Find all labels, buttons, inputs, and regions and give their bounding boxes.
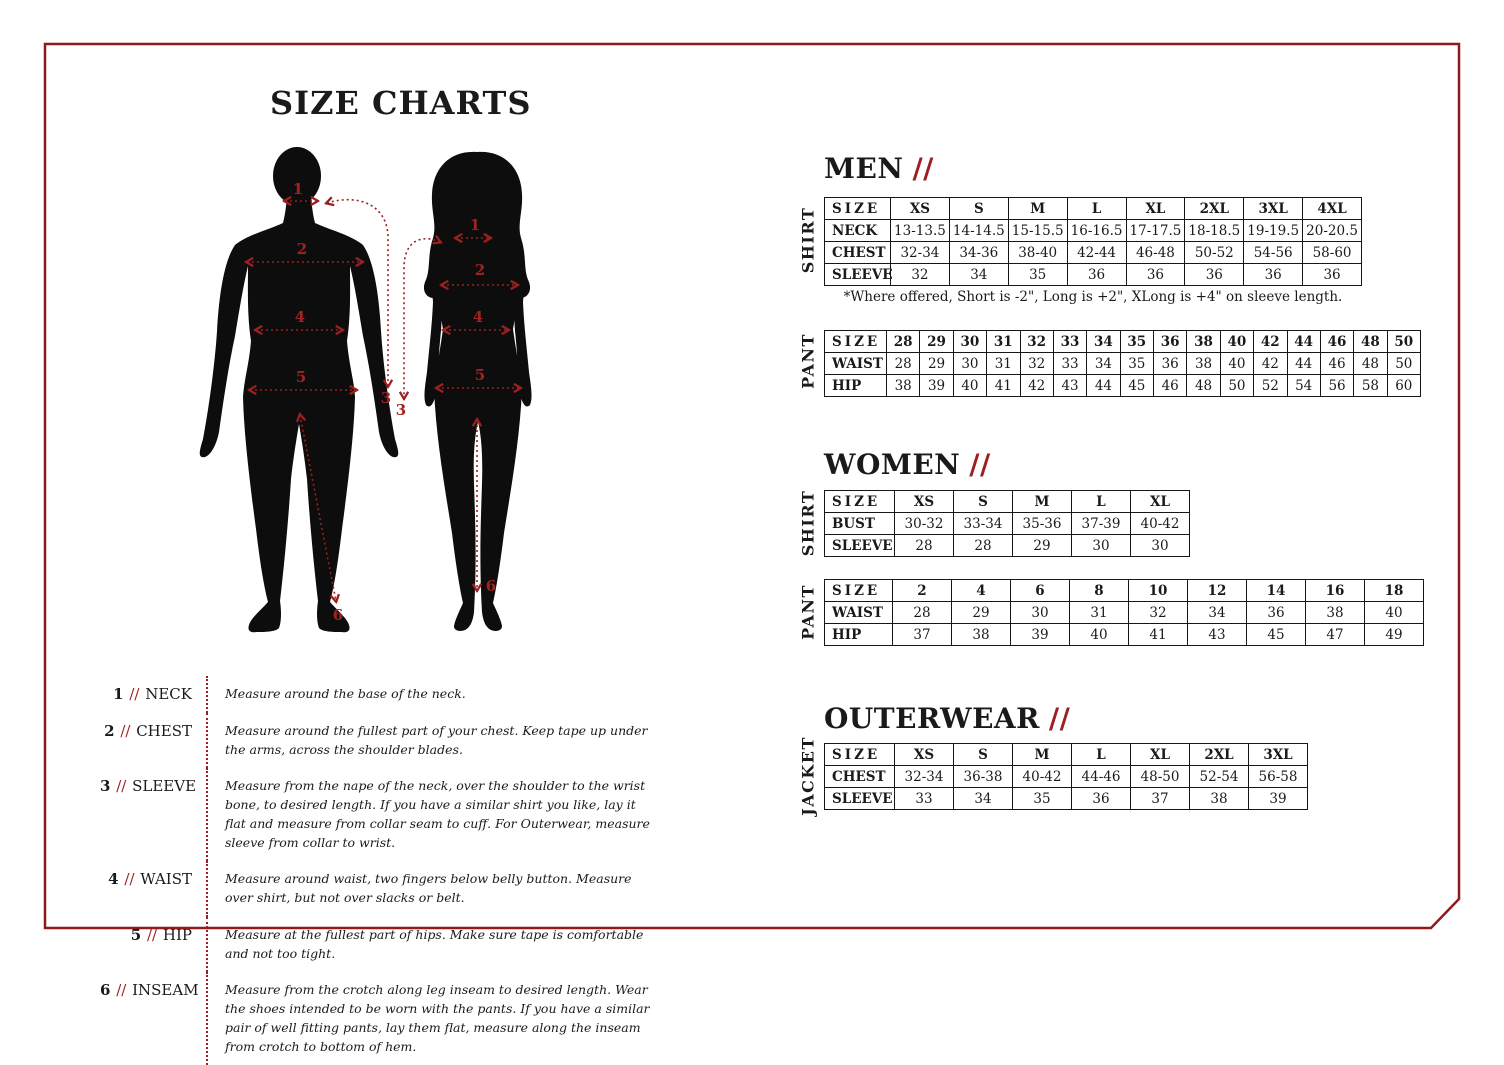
table-cell: 36 (1154, 353, 1187, 375)
table-header-cell: 42 (1254, 331, 1287, 353)
table-row (825, 220, 1362, 242)
men-shirt-table (824, 197, 1362, 286)
table-cell: 52-54 (1190, 766, 1249, 788)
table-row (825, 580, 1424, 602)
definition-name: WAIST (140, 870, 192, 889)
table-cell: 38-40 (1008, 242, 1067, 264)
table-cell: 28 (895, 535, 954, 557)
table-row (825, 766, 1308, 788)
table-header-cell: XS (895, 491, 954, 513)
definition-slashes: // (124, 870, 135, 889)
table-cell: 32-34 (891, 242, 950, 264)
table-cell: 54-56 (1244, 242, 1303, 264)
table-cell: 37 (1131, 788, 1190, 810)
table-cell: 39 (1249, 788, 1308, 810)
outerwear-section-title (824, 702, 1070, 735)
table-row (825, 331, 1421, 353)
definition-row-chest (100, 713, 660, 769)
definition-label (100, 861, 206, 897)
jacket-table (824, 743, 1308, 810)
definition-text: Measure around waist, two fingers below belly button. Measure over shirt, but not over slacks or belt. (206, 861, 660, 917)
table-header-cell: 31 (987, 331, 1020, 353)
table-cell: 46 (1320, 353, 1353, 375)
definition-slashes: // (147, 925, 158, 944)
definition-number: 5 (130, 925, 142, 944)
table-header-cell: 30 (953, 331, 986, 353)
definition-name: HIP (162, 925, 192, 944)
table-row (825, 198, 1362, 220)
table-row (825, 788, 1308, 810)
definition-row-hip (100, 917, 660, 973)
table-cell: 48 (1187, 375, 1220, 397)
definition-label (100, 713, 206, 749)
table-size-header: SIZE (825, 491, 895, 513)
table-cell: 44-46 (1072, 766, 1131, 788)
male-figure-silhouette (200, 147, 398, 632)
female-label-6: 6 (485, 577, 497, 595)
table-cell: 30-32 (895, 513, 954, 535)
table-row-label: SLEEVE (825, 264, 891, 286)
female-label-1: 1 (469, 216, 481, 234)
table-cell: 28 (954, 535, 1013, 557)
table-cell: 37-39 (1072, 513, 1131, 535)
table-cell: 38 (952, 624, 1011, 646)
table-header-cell: 4XL (1303, 198, 1362, 220)
jacket-side-label: JACKET (798, 736, 818, 816)
table-header-cell: 40 (1220, 331, 1253, 353)
definition-slashes: // (116, 981, 127, 1000)
table-cell: 42 (1254, 353, 1287, 375)
table-cell: 14-14.5 (949, 220, 1008, 242)
table-row-label: WAIST (825, 353, 887, 375)
table-cell: 30 (953, 353, 986, 375)
table-cell: 34 (1188, 602, 1247, 624)
table-cell: 32 (1020, 353, 1053, 375)
table-cell: 56-58 (1249, 766, 1308, 788)
table-cell: 37 (893, 624, 952, 646)
table-cell: 36-38 (954, 766, 1013, 788)
table-cell: 39 (920, 375, 953, 397)
table-header-cell: 14 (1247, 580, 1306, 602)
table-header-cell: S (954, 491, 1013, 513)
table-header-cell: 50 (1387, 331, 1420, 353)
female-label-5: 5 (474, 366, 486, 384)
table-cell: 17-17.5 (1126, 220, 1185, 242)
table-row (825, 242, 1362, 264)
definition-label (100, 676, 206, 712)
table-cell: 56 (1320, 375, 1353, 397)
definition-name: CHEST (136, 721, 192, 740)
table-header-cell: 48 (1354, 331, 1387, 353)
table-cell: 41 (1129, 624, 1188, 646)
women-shirt-table (824, 490, 1190, 557)
table-cell: 28 (887, 353, 920, 375)
table-size-header: SIZE (825, 744, 895, 766)
table-cell: 54 (1287, 375, 1320, 397)
table-cell: 38 (1190, 788, 1249, 810)
table-cell: 13-13.5 (891, 220, 950, 242)
table-cell: 38 (1187, 353, 1220, 375)
table-cell: 16-16.5 (1067, 220, 1126, 242)
table-cell: 34-36 (949, 242, 1008, 264)
table-size-header: SIZE (825, 198, 891, 220)
table-cell: 29 (1013, 535, 1072, 557)
male-label-5: 5 (295, 368, 307, 386)
definition-number: 6 (100, 981, 111, 1000)
table-cell: 43 (1053, 375, 1086, 397)
table-cell: 29 (952, 602, 1011, 624)
table-cell: 40-42 (1013, 766, 1072, 788)
table-cell: 50 (1220, 375, 1253, 397)
table-row (825, 375, 1421, 397)
table-cell: 36 (1072, 788, 1131, 810)
definition-name: NECK (145, 685, 192, 703)
table-cell: 43 (1188, 624, 1247, 646)
definition-slashes: // (120, 721, 131, 740)
table-cell: 44 (1287, 353, 1320, 375)
table-cell: 32 (1129, 602, 1188, 624)
definition-slashes: // (116, 777, 127, 796)
table-header-cell: M (1013, 744, 1072, 766)
table-header-cell: 29 (920, 331, 953, 353)
table-header-cell: 6 (1011, 580, 1070, 602)
table-row (825, 602, 1424, 624)
table-cell: 32-34 (895, 766, 954, 788)
table-header-cell: 36 (1154, 331, 1187, 353)
table-row-label: CHEST (825, 242, 891, 264)
table-header-cell: 16 (1306, 580, 1365, 602)
definition-text: Measure from the nape of the neck, over the shoulder to the wrist bone, to desired length. If you have a similar shirt you like, lay it flat and measure from collar seam to cuff. For Outerwear, measure sleeve from collar to wrist. (206, 768, 660, 861)
men-section-title (824, 152, 934, 185)
table-cell: 36 (1247, 602, 1306, 624)
definition-label (100, 972, 206, 1008)
table-header-cell: 18 (1365, 580, 1424, 602)
table-cell: 40-42 (1131, 513, 1190, 535)
table-header-cell: S (954, 744, 1013, 766)
table-cell: 32 (891, 264, 950, 286)
table-header-cell: 12 (1188, 580, 1247, 602)
table-row (825, 744, 1308, 766)
women-pant-side-label: PANT (798, 584, 818, 640)
table-header-cell: L (1072, 744, 1131, 766)
table-cell: 15-15.5 (1008, 220, 1067, 242)
table-cell: 35 (1008, 264, 1067, 286)
female-label-4: 4 (472, 308, 484, 326)
table-cell: 30 (1131, 535, 1190, 557)
table-row (825, 513, 1190, 535)
male-label-6: 6 (332, 606, 344, 624)
table-cell: 40 (1365, 602, 1424, 624)
table-cell: 36 (1303, 264, 1362, 286)
definition-number: 3 (100, 777, 111, 796)
table-cell: 36 (1126, 264, 1185, 286)
table-row (825, 264, 1362, 286)
male-label-2: 2 (296, 240, 308, 258)
table-row (825, 491, 1190, 513)
table-cell: 45 (1247, 624, 1306, 646)
definition-text: Measure from the crotch along leg inseam to desired length. Wear the shoes intended to be worn with the pants. If you have a similar pair of well fitting pants, lay them flat, measure along the inseam from crotch to bottom of hem. (206, 972, 660, 1065)
men-shirt-footnote: *Where offered, Short is -2", Long is +2", XLong is +4" on sleeve length. (843, 289, 1343, 305)
definition-label (100, 768, 206, 804)
table-cell: 31 (987, 353, 1020, 375)
table-cell: 44 (1087, 375, 1120, 397)
table-row-label: NECK (825, 220, 891, 242)
definition-label (100, 917, 206, 953)
table-row-label: HIP (825, 624, 893, 646)
women-section-title (824, 448, 991, 481)
table-cell: 40 (953, 375, 986, 397)
table-header-cell: 28 (887, 331, 920, 353)
table-header-cell: XL (1131, 744, 1190, 766)
men-shirt-side-label: SHIRT (798, 206, 818, 274)
women-pant-table (824, 579, 1424, 646)
definition-name: SLEEVE (132, 777, 197, 796)
definition-number: 1 (113, 685, 124, 703)
table-cell: 29 (920, 353, 953, 375)
table-cell: 45 (1120, 375, 1153, 397)
body-measurement-figures (190, 138, 570, 653)
table-header-cell: 32 (1020, 331, 1053, 353)
women-title-slashes: // (969, 448, 991, 481)
table-cell: 36 (1244, 264, 1303, 286)
table-cell: 38 (887, 375, 920, 397)
table-cell: 50-52 (1185, 242, 1244, 264)
table-cell: 46 (1154, 375, 1187, 397)
table-cell: 46-48 (1126, 242, 1185, 264)
table-cell: 33 (1053, 353, 1086, 375)
measurement-definitions (100, 676, 660, 1065)
table-row (825, 624, 1424, 646)
table-cell: 34 (1087, 353, 1120, 375)
table-cell: 42-44 (1067, 242, 1126, 264)
table-header-cell: 3XL (1244, 198, 1303, 220)
outerwear-title-slashes: // (1048, 702, 1071, 735)
table-cell: 40 (1070, 624, 1129, 646)
table-cell: 30 (1072, 535, 1131, 557)
men-pant-side-label: PANT (798, 333, 818, 389)
female-label-2: 2 (474, 261, 486, 279)
table-cell: 31 (1070, 602, 1129, 624)
women-shirt-side-label: SHIRT (798, 489, 818, 557)
table-cell: 35-36 (1013, 513, 1072, 535)
table-header-cell: XL (1126, 198, 1185, 220)
table-row-label: HIP (825, 375, 887, 397)
definition-row-inseam (100, 972, 660, 1065)
table-cell: 47 (1306, 624, 1365, 646)
table-header-cell: 3XL (1249, 744, 1308, 766)
table-header-cell: 10 (1129, 580, 1188, 602)
table-header-cell: 2 (893, 580, 952, 602)
definition-slashes: // (129, 685, 140, 703)
table-header-cell: L (1067, 198, 1126, 220)
male-label-1: 1 (292, 180, 304, 198)
women-title-text: WOMEN (824, 448, 961, 481)
page-title: SIZE CHARTS (270, 84, 532, 122)
men-title-text: MEN (824, 152, 904, 185)
definition-text: Measure around the base of the neck. (206, 676, 660, 713)
definition-row-sleeve (100, 768, 660, 861)
table-cell: 33 (895, 788, 954, 810)
outerwear-title-text: OUTERWEAR (824, 702, 1040, 735)
table-cell: 34 (949, 264, 1008, 286)
table-cell: 41 (987, 375, 1020, 397)
table-header-cell: 2XL (1190, 744, 1249, 766)
table-cell: 35 (1013, 788, 1072, 810)
men-title-slashes: // (912, 152, 934, 185)
definition-number: 2 (104, 721, 115, 740)
table-cell: 30 (1011, 602, 1070, 624)
table-cell: 18-18.5 (1185, 220, 1244, 242)
definition-row-neck (100, 676, 660, 713)
table-cell: 35 (1120, 353, 1153, 375)
table-cell: 50 (1387, 353, 1420, 375)
table-cell: 36 (1185, 264, 1244, 286)
table-header-cell: 46 (1320, 331, 1353, 353)
table-header-cell: XS (891, 198, 950, 220)
definition-number: 4 (108, 870, 119, 889)
table-cell: 36 (1067, 264, 1126, 286)
table-cell: 42 (1020, 375, 1053, 397)
table-cell: 28 (893, 602, 952, 624)
table-header-cell: 8 (1070, 580, 1129, 602)
table-row-label: BUST (825, 513, 895, 535)
table-header-cell: 35 (1120, 331, 1153, 353)
table-header-cell: 2XL (1185, 198, 1244, 220)
table-size-header: SIZE (825, 331, 887, 353)
table-row (825, 353, 1421, 375)
definition-text: Measure at the fullest part of hips. Make sure tape is comfortable and not too tight. (206, 917, 660, 973)
table-cell: 39 (1011, 624, 1070, 646)
men-pant-table (824, 330, 1421, 397)
table-row-label: WAIST (825, 602, 893, 624)
table-header-cell: 38 (1187, 331, 1220, 353)
table-header-cell: M (1008, 198, 1067, 220)
table-cell: 34 (954, 788, 1013, 810)
table-header-cell: XS (895, 744, 954, 766)
table-cell: 58 (1354, 375, 1387, 397)
female-label-3: 3 (395, 401, 407, 419)
table-row-label: CHEST (825, 766, 895, 788)
table-cell: 58-60 (1303, 242, 1362, 264)
table-size-header: SIZE (825, 580, 893, 602)
table-header-cell: 34 (1087, 331, 1120, 353)
male-label-3: 3 (380, 389, 392, 407)
table-cell: 60 (1387, 375, 1420, 397)
table-row-label: SLEEVE (825, 788, 895, 810)
table-cell: 40 (1220, 353, 1253, 375)
definition-row-waist (100, 861, 660, 917)
definition-text: Measure around the fullest part of your chest. Keep tape up under the arms, across the shoulder blades. (206, 713, 660, 769)
table-header-cell: 33 (1053, 331, 1086, 353)
table-cell: 49 (1365, 624, 1424, 646)
table-row (825, 535, 1190, 557)
table-header-cell: S (949, 198, 1008, 220)
table-cell: 38 (1306, 602, 1365, 624)
table-row-label: SLEEVE (825, 535, 895, 557)
table-cell: 19-19.5 (1244, 220, 1303, 242)
table-header-cell: 4 (952, 580, 1011, 602)
definition-name: INSEAM (132, 981, 199, 1000)
table-cell: 52 (1254, 375, 1287, 397)
table-cell: 33-34 (954, 513, 1013, 535)
male-label-4: 4 (294, 308, 306, 326)
table-header-cell: L (1072, 491, 1131, 513)
table-cell: 48 (1354, 353, 1387, 375)
table-header-cell: 44 (1287, 331, 1320, 353)
table-cell: 48-50 (1131, 766, 1190, 788)
table-header-cell: XL (1131, 491, 1190, 513)
table-cell: 20-20.5 (1303, 220, 1362, 242)
table-header-cell: M (1013, 491, 1072, 513)
